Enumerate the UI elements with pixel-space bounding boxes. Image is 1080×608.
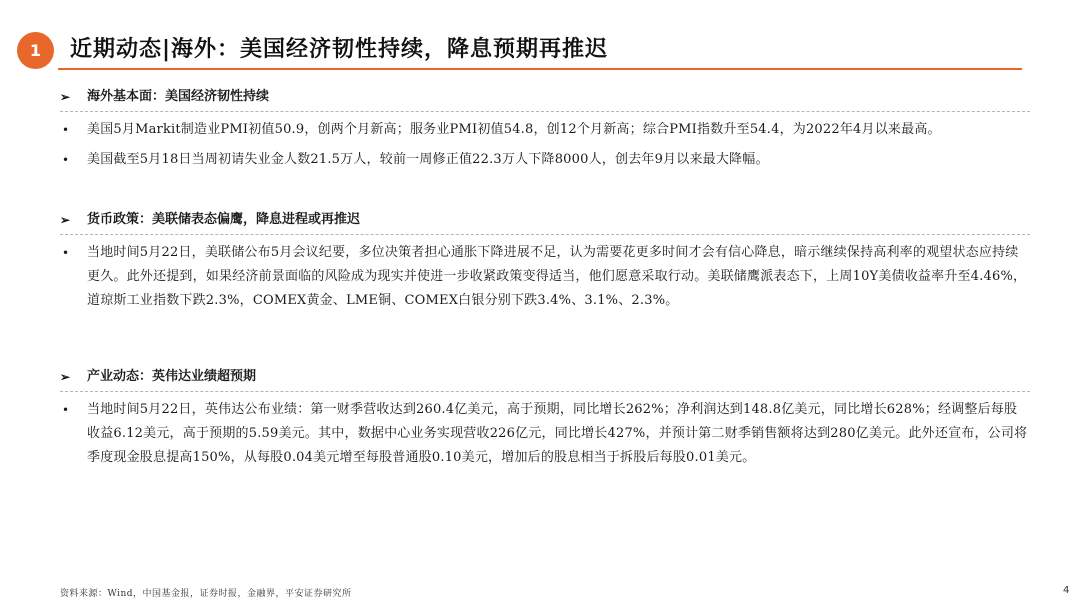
section-heading-text: 海外基本面：美国经济韧性持续 bbox=[87, 89, 270, 104]
bullet-dot-icon: • bbox=[62, 246, 70, 260]
section-heading bbox=[60, 210, 1030, 230]
section-heading bbox=[60, 87, 1030, 107]
section-monetary-policy bbox=[60, 210, 1030, 313]
title-divider bbox=[58, 68, 1022, 70]
page-number: 4 bbox=[1063, 585, 1070, 596]
section-heading-text: 产业动态：英伟达业绩超预期 bbox=[87, 369, 257, 384]
list-item bbox=[60, 118, 1030, 142]
section-heading bbox=[60, 367, 1030, 387]
list-item bbox=[60, 398, 1030, 470]
bullet-text: 美国5月Markit制造业PMI初值50.9，创两个月新高；服务业PMI初值54.8，创12个月新高；综合PMI指数升至54.4，为2022年4月以来最高。 bbox=[87, 122, 941, 137]
section-divider bbox=[60, 391, 1030, 392]
bullet-dot-icon: • bbox=[62, 153, 70, 167]
arrow-right-icon: ➢ bbox=[60, 90, 71, 104]
section-industry-news bbox=[60, 367, 1030, 470]
bullet-dot-icon: • bbox=[62, 123, 70, 137]
section-overseas-fundamentals bbox=[60, 87, 1030, 172]
section-heading-text: 货币政策：美联储表态偏鹰，降息进程或再推迟 bbox=[87, 212, 361, 227]
arrow-right-icon: ➢ bbox=[60, 370, 71, 384]
arrow-right-icon: ➢ bbox=[60, 213, 71, 227]
bullet-text: 美国截至5月18日当周初请失业金人数21.5万人，较前一周修正值22.3万人下降8000人，创去年9月以来最大降幅。 bbox=[87, 152, 769, 167]
page-title: 近期动态|海外：美国经济韧性持续，降息预期再推迟 bbox=[70, 37, 609, 62]
list-item bbox=[60, 148, 1030, 172]
section-divider bbox=[60, 111, 1030, 112]
source-note: 资料来源：Wind，中国基金报，证券时报，金融界，平安证券研究所 bbox=[60, 589, 352, 599]
bullet-text: 当地时间5月22日，英伟达公布业绩：第一财季营收达到260.4亿美元，高于预期，同比增长262%；净利润达到148.8亿美元，同比增长628%；经调整后每股收益6.12美元，高于预期的5.59美元。其中，数据中心业务实现营收226亿元，同比增长427%，并预计第二财季销售额将达到280亿美元。此外还宣布，公司将季度现金股息提高150%，从每股0.04美元增至每股普通股0.10美元，增加后的股息相当于拆股后每股0.01美元。 bbox=[87, 402, 1028, 465]
section-divider bbox=[60, 234, 1030, 235]
bullet-text: 当地时间5月22日，美联储公布5月会议纪要，多位决策者担心通胀下降进展不足，认为需要花更多时间才会有信心降息，暗示继续保持高利率的观望状态应持续更久。此外还提到，如果经济前景面临的风险成为现实并使进一步收紧政策变得适当，他们愿意采取行动。美联储鹰派表态下，上周10Y美债收益率升至4.46%，道琼斯工业指数下跌2.3%，COMEX黄金、LME铜、COMEX白银分别下跌3.4%、3.1%、2.3%。 bbox=[87, 245, 1027, 308]
bullet-dot-icon: • bbox=[62, 403, 70, 417]
section-number-badge: 1 bbox=[17, 32, 54, 69]
list-item bbox=[60, 241, 1030, 313]
